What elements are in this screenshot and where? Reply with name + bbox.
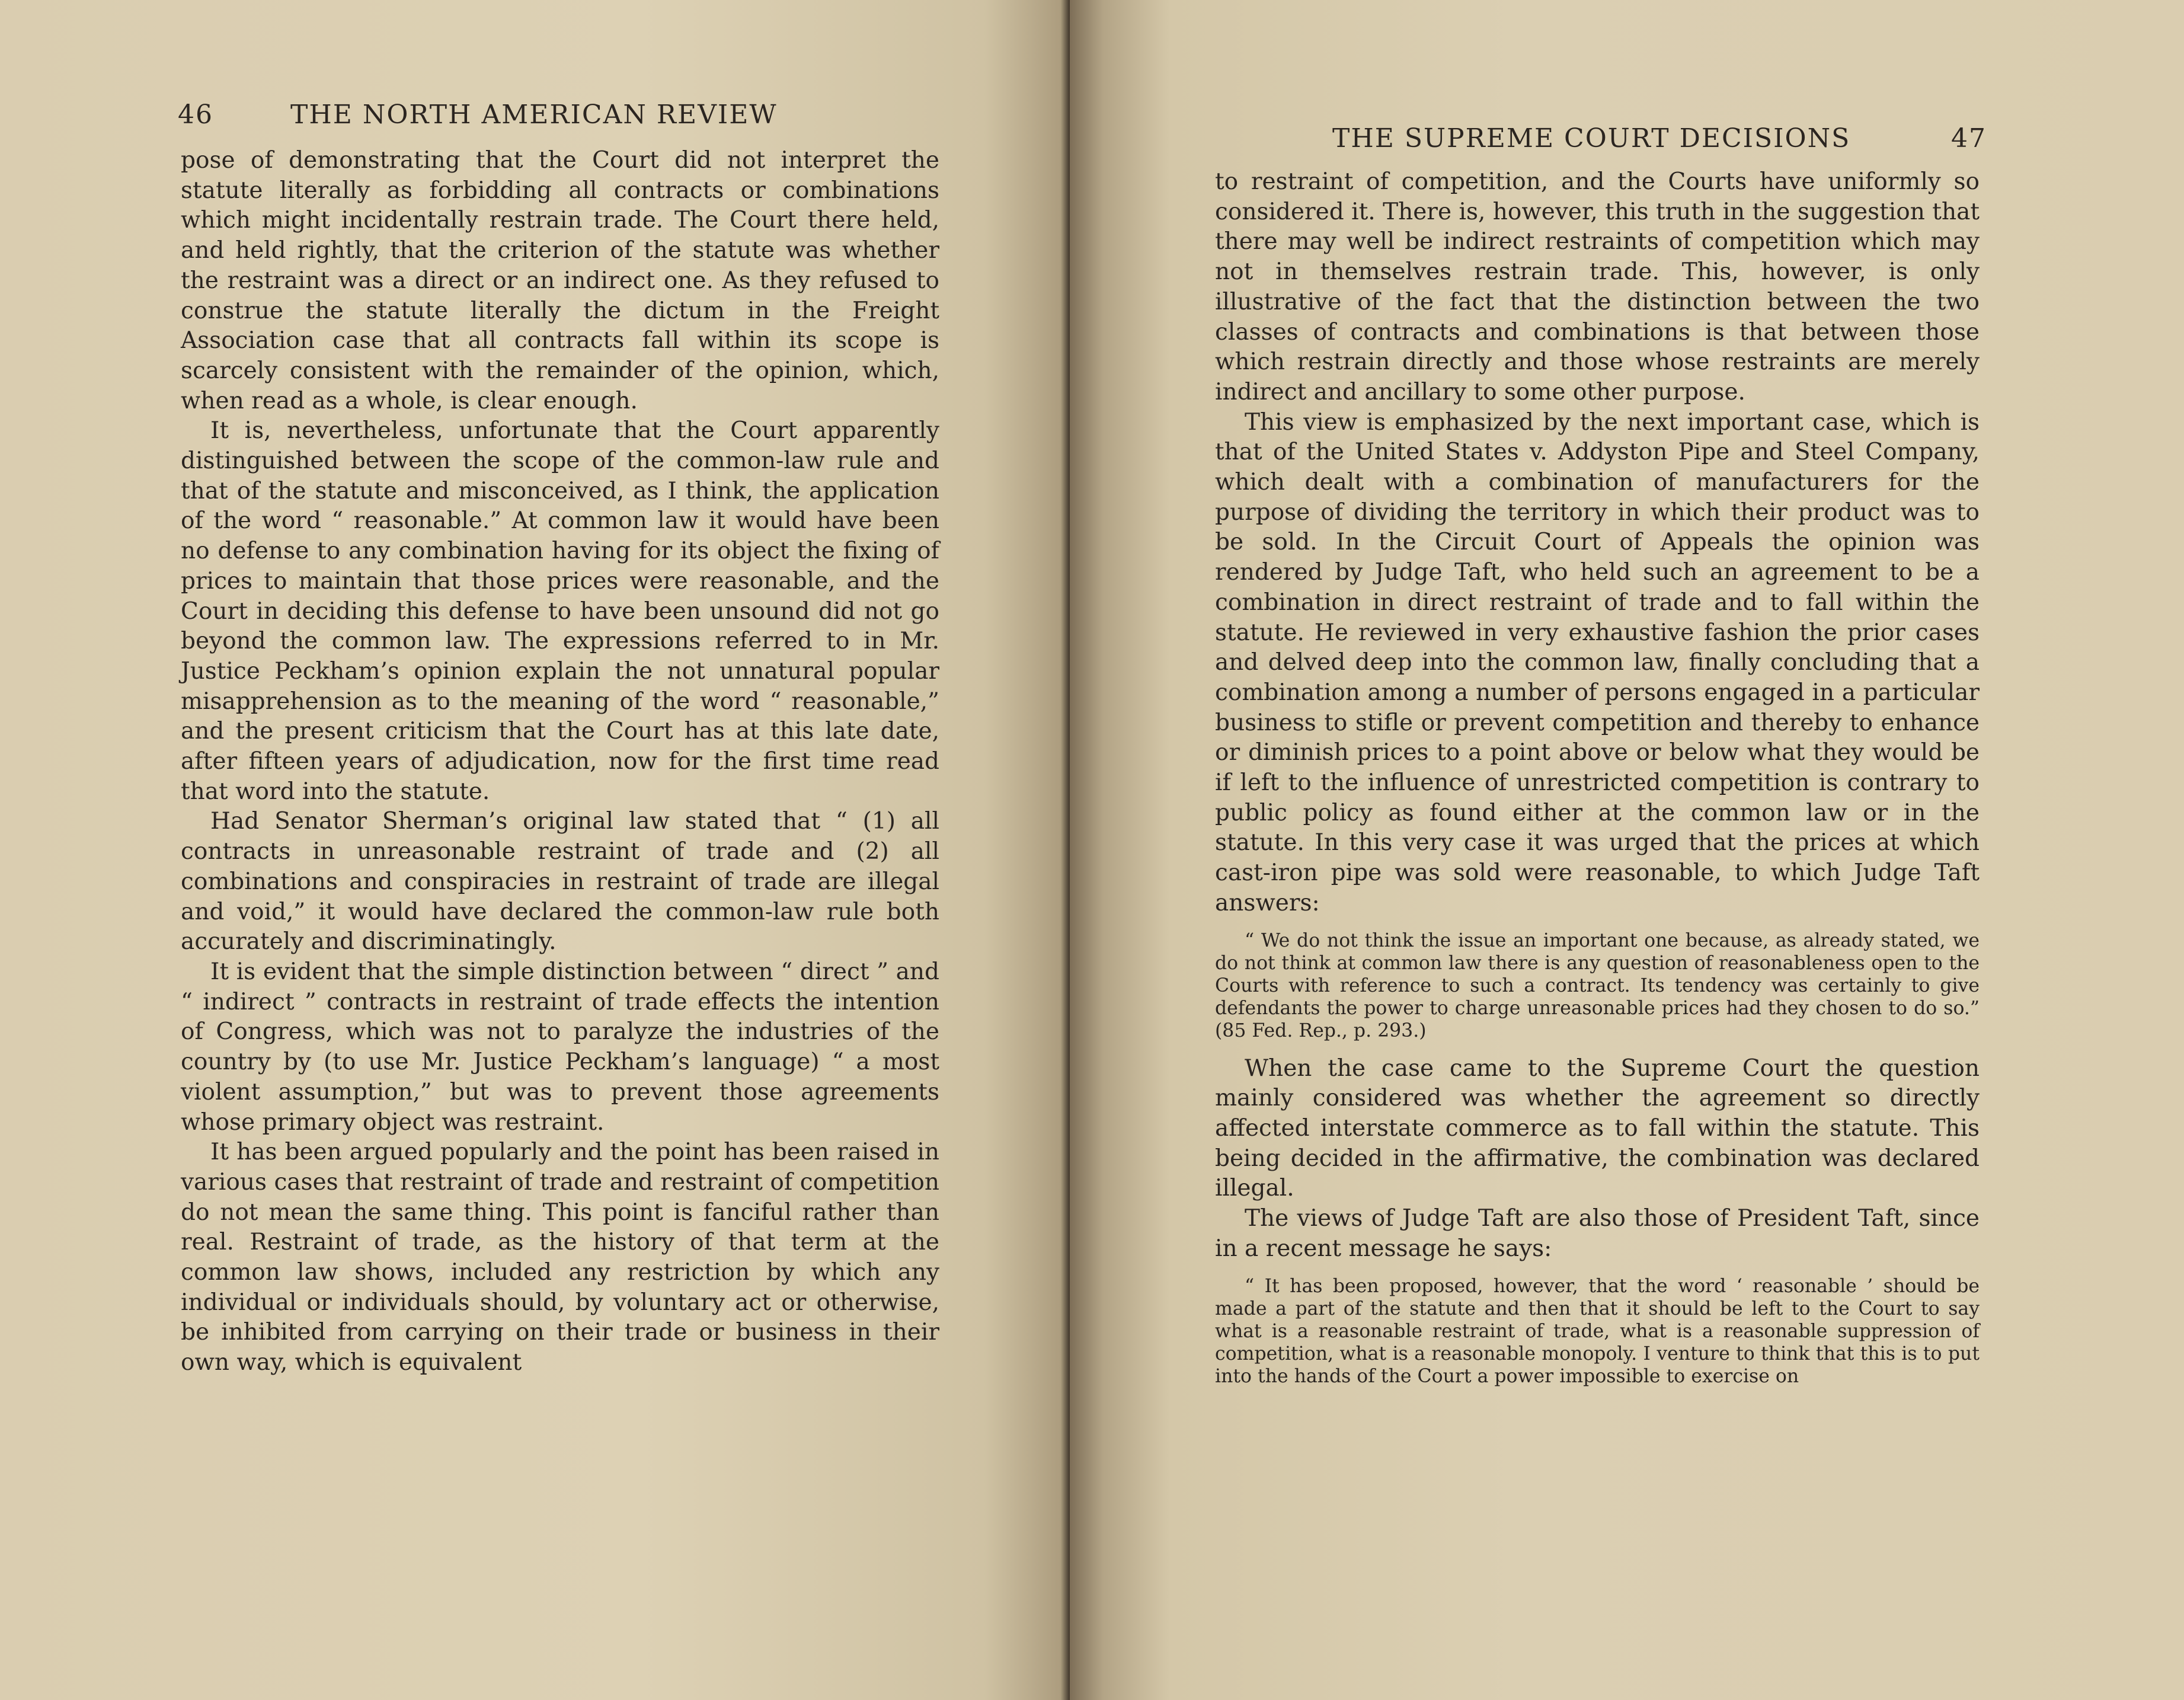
right-page <box>1070 0 2184 1700</box>
paragraph: This view is emphasized by the next important case, which is that of the United States v. Addyston Pipe and Steel Company, which dealt with a combination of manufacturers for the purpose of dividing the territory in which their product was to be sold. In the Circuit Court of Appeals the opinion was rendered by Judge Taft, who held such an agreement to be a combination in direct restraint of trade and to fall within the statute. He reviewed in very exhaustive fashion the prior cases and delved deep into the common law, finally concluding that a combination among a number of persons engaged in a particular business to stifle or prevent competition and thereby to enhance or diminish prices to a point above or below what they would be if left to the influence of unrestricted competition is contrary to public policy as found either at the common law or in the statute. In this very case it was urged that the prices at which cast-iron pipe was sold were reasonable, to which Judge Taft answers: <box>1215 408 1980 916</box>
page-number-left: 46 <box>178 100 213 130</box>
paragraph: pose of demonstrating that the Court did not interpret the statute literally as forbidding all contracts or combinations which might incidentally restrain trade. The Court there held, and held rightly, that the criterion of the statute was whether the restraint was a direct or an indirect one. As they refused to construe the statute literally the dictum in the Freight Association case that all contracts fall within its scope is scarcely consistent with the remainder of the opinion, which, when read as a whole, is clear enough. <box>181 147 939 414</box>
left-page-body <box>181 146 939 1378</box>
paragraph: When the case came to the Supreme Court the question mainly considered was whether the agreement so directly affected interstate commerce as to fall within the statute. This being decided in the affirmative, the combination was declared illegal. <box>1215 1054 1980 1202</box>
block-quote: “ It has been proposed, however, that the word ‘ reasonable ’ should be made a part of the statute and then that it should be left to the Court to say what is a reasonable restraint of trade, what is a reasonable suppression of competition, what is a reasonable monopoly. I venture to think that this is to put into the hands of the Court a power impossible to exercise on <box>1215 1275 1980 1387</box>
page-number-right: 47 <box>1951 123 1987 154</box>
right-page-body <box>1215 167 1980 1399</box>
paragraph: It has been argued popularly and the point has been raised in various cases that restraint of trade and restraint of competition do not mean the same thing. This point is fanciful rather than real. Restraint of trade, as the history of that term at the common law shows, included any restriction by which any individual or individuals should, by voluntary act or otherwise, be inhibited from carrying on their trade or business in their own way, which is equivalent <box>181 1139 939 1376</box>
left-page <box>0 0 1070 1700</box>
paragraph: The views of Judge Taft are also those of President Taft, since in a recent message he says: <box>1215 1205 1980 1262</box>
running-head-right: THE SUPREME COURT DECISIONS <box>1332 123 1851 154</box>
running-head-left: THE NORTH AMERICAN REVIEW <box>290 100 778 130</box>
paragraph: It is evident that the simple distinction between “ direct ” and “ indirect ” contracts in restraint of trade effects the intention of Congress, which was not to paralyze the industries of the country by (to use Mr. Justice Peckham’s language) “ a most violent assumption,” but was to prevent those agreements whose primary object was restraint. <box>181 958 939 1136</box>
block-quote: “ We do not think the issue an important one because, as already stated, we do not think at common law there is any question of reasonableness open to the Courts with reference to such a contract. Its tendency was certainly to give defendants the power to charge unreasonable prices had they chosen to do so.” (85 Fed. Rep., p. 293.) <box>1215 929 1980 1041</box>
paragraph: Had Senator Sherman’s original law stated that “ (1) all contracts in unreasonable restraint of trade and (2) all combinations and conspiracies in restraint of trade are illegal and void,” it would have declared the common-law rule both accurately and discriminatingly. <box>181 808 939 956</box>
paragraph: to restraint of competition, and the Courts have uniformly so considered it. There is, however, this truth in the suggestion that there may well be indirect restraints of competition which may not in themselves restrain trade. This, however, is only illustrative of the fact that the distinction between the two classes of contracts and combinations is that between those which restrain directly and those whose restraints are merely indirect and ancillary to some other purpose. <box>1215 168 1980 405</box>
paragraph: It is, nevertheless, unfortunate that the Court apparently distinguished between the scope of the common-law rule and that of the statute and misconceived, as I think, the application of the word “ reasonable.” At common law it would have been no defense to any combination having for its object the fixing of prices to maintain that those prices were reasonable, and the Court in deciding this defense to have been unsound did not go beyond the common law. The expressions referred to in Mr. Justice Peckham’s opinion explain the not unnatural popular misapprehension as to the meaning of the word “ reasonable,” and the present criticism that the Court has at this late date, after fifteen years of adjudication, now for the first time read that word into the statute. <box>181 417 939 805</box>
